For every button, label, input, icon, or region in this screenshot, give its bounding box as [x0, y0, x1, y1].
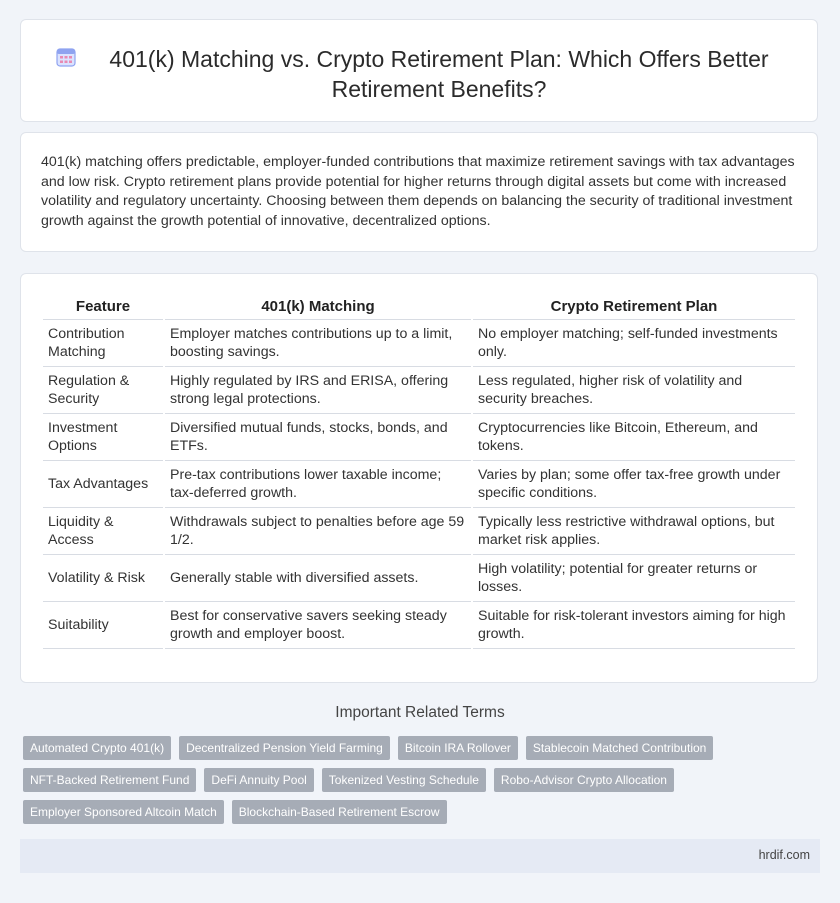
feature-cell: Regulation & Security — [43, 367, 163, 414]
crypto-cell: No employer matching; self-funded investments only. — [473, 320, 795, 367]
crypto-cell: Less regulated, higher risk of volatility and security breaches. — [473, 367, 795, 414]
401k-cell: Withdrawals subject to penalties before age 59 1/2. — [165, 508, 471, 555]
term-tag[interactable]: Blockchain-Based Retirement Escrow — [232, 800, 447, 824]
401k-cell: Pre-tax contributions lower taxable income; tax-deferred growth. — [165, 461, 471, 508]
term-tag[interactable]: Employer Sponsored Altcoin Match — [23, 800, 224, 824]
401k-cell: Diversified mutual funds, stocks, bonds, and ETFs. — [165, 414, 471, 461]
comparison-table — [41, 296, 797, 649]
feature-cell: Volatility & Risk — [43, 555, 163, 602]
page-title: 401(k) Matching vs. Crypto Retirement Plan: Which Offers Better Retirement Benefits? — [109, 46, 769, 102]
table-row — [43, 367, 795, 414]
crypto-cell: Typically less restrictive withdrawal options, but market risk applies. — [473, 508, 795, 555]
related-terms-list — [23, 736, 823, 824]
crypto-cell: Cryptocurrencies like Bitcoin, Ethereum, and tokens. — [473, 414, 795, 461]
crypto-cell: High volatility; potential for greater returns or losses. — [473, 555, 795, 602]
term-tag[interactable]: Tokenized Vesting Schedule — [322, 768, 486, 792]
table-row — [43, 555, 795, 602]
feature-cell: Tax Advantages — [43, 461, 163, 508]
table-row — [43, 320, 795, 367]
header-crypto: Crypto Retirement Plan — [473, 296, 795, 320]
401k-cell: Highly regulated by IRS and ERISA, offering strong legal protections. — [165, 367, 471, 414]
crypto-cell: Varies by plan; some offer tax-free growth under specific conditions. — [473, 461, 795, 508]
term-tag[interactable]: Bitcoin IRA Rollover — [398, 736, 518, 760]
term-tag[interactable]: NFT-Backed Retirement Fund — [23, 768, 196, 792]
term-tag[interactable]: Robo-Advisor Crypto Allocation — [494, 768, 674, 792]
401k-cell: Generally stable with diversified assets. — [165, 555, 471, 602]
header-401k: 401(k) Matching — [165, 296, 471, 320]
feature-cell: Suitability — [43, 602, 163, 649]
crypto-cell: Suitable for risk-tolerant investors aiming for high growth. — [473, 602, 795, 649]
term-tag[interactable]: Stablecoin Matched Contribution — [526, 736, 713, 760]
table-row — [43, 414, 795, 461]
related-terms-heading: Important Related Terms — [335, 704, 505, 721]
term-tag[interactable]: Decentralized Pension Yield Farming — [179, 736, 390, 760]
401k-cell: Employer matches contributions up to a limit, boosting savings. — [165, 320, 471, 367]
table-row — [43, 461, 795, 508]
footer-site-link[interactable]: hrdif.com — [758, 848, 810, 862]
table-header-row — [43, 296, 795, 320]
footer — [20, 839, 820, 873]
term-tag[interactable]: Automated Crypto 401(k) — [23, 736, 171, 760]
intro-card — [20, 132, 818, 252]
term-tag[interactable]: DeFi Annuity Pool — [204, 768, 313, 792]
title-card — [20, 19, 818, 122]
feature-cell: Liquidity & Access — [43, 508, 163, 555]
header-feature: Feature — [43, 296, 163, 320]
table-row — [43, 508, 795, 555]
intro-text: 401(k) matching offers predictable, employer-funded contributions that maximize retirement savings with tax advantages and low risk. Crypto retirement plans provide potential for higher returns through digital assets but come with increased volatility and regulatory uncertainty. Choosing between them depends on balancing the security of traditional investment growth against the growth potential of innovative, decentralized options. — [41, 154, 795, 229]
feature-cell: Investment Options — [43, 414, 163, 461]
401k-cell: Best for conservative savers seeking steady growth and employer boost. — [165, 602, 471, 649]
feature-cell: Contribution Matching — [43, 320, 163, 367]
comparison-card — [20, 273, 818, 683]
table-row — [43, 602, 795, 649]
